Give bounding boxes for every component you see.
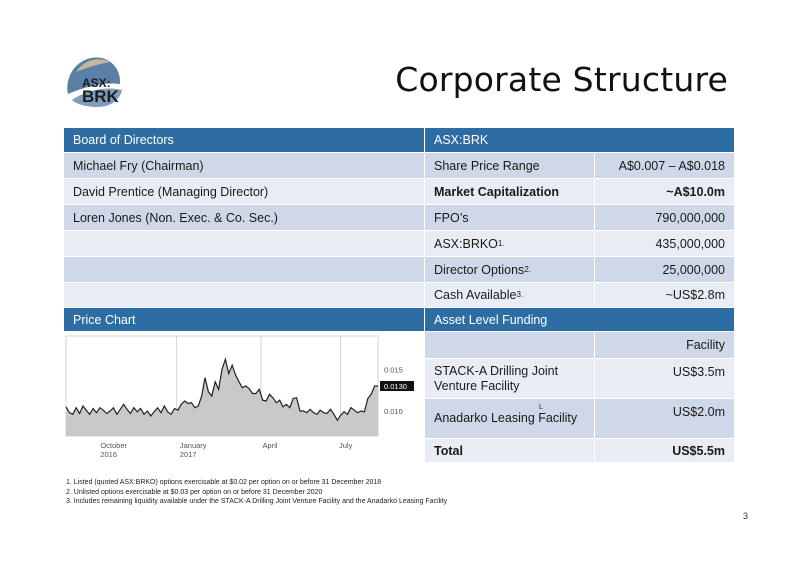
funding-row-label (425, 359, 595, 399)
x-tick-year: 2016 (100, 450, 118, 459)
asx-row-value: ~A$10.0m (595, 179, 735, 205)
y-tick-label: 0.010 (384, 407, 403, 416)
asx-label-text: Director Options (434, 262, 525, 277)
asx-label-text: ASX:BRKO (434, 236, 498, 251)
funding-row-label (425, 399, 595, 439)
x-tick-label: April (262, 441, 278, 450)
corporate-structure-table (64, 128, 735, 463)
asx-row-label (425, 179, 595, 205)
x-tick-label: January (179, 441, 207, 450)
price-chart (64, 332, 425, 463)
logo-line1: ASX: (82, 76, 111, 90)
asx-label-text: FPO’s (434, 210, 469, 225)
page-number: 3 (742, 511, 748, 521)
funding-total-value: US$5.5m (595, 439, 735, 463)
asx-row-value: 435,000,000 (595, 231, 735, 257)
current-price-label: 0.0130 (384, 382, 407, 391)
footnotes (66, 478, 447, 507)
x-tick-label: October (100, 441, 128, 450)
asx-label-text: Cash Available (434, 288, 517, 302)
board-member: Michael Fry (Chairman) (64, 153, 425, 179)
empty-cell (64, 231, 425, 257)
logo-wordmark (82, 76, 119, 106)
footnote: 1. Listed (quoted ASX:BRKO) options exercisable at $0.02 per option on or before 31 December 2018 (66, 479, 382, 486)
asx-header: ASX:BRK (425, 128, 735, 153)
price-chart-header: Price Chart (64, 308, 425, 332)
price-chart-svg (64, 332, 425, 463)
x-tick-label: July (339, 441, 353, 450)
funding-col-header: Facility (595, 332, 735, 359)
funding-label-text: Anadarko Leasing Facility (434, 411, 578, 425)
board-member: David Prentice (Managing Director) (64, 179, 425, 205)
board-header: Board of Directors (64, 128, 425, 153)
empty-cell (64, 257, 425, 283)
y-tick-label: 0.015 (384, 365, 403, 375)
footnote: 3. Includes remaining liquidity available under the STACK-A Drilling Joint Venture Facility and the Anadarko Leasing Facility (66, 498, 448, 505)
page-title: Corporate Structure (395, 60, 728, 99)
asx-row-label (425, 153, 595, 179)
funding-row-value: US$2.0m (595, 399, 735, 439)
footnote: 2. Unlisted options exercisable at $0.03 per option on or before 31 December 2020 (66, 488, 323, 496)
empty-cell (425, 332, 595, 359)
asx-row-value: ~US$2.8m (595, 283, 735, 308)
funding-header: Asset Level Funding (425, 308, 735, 332)
empty-cell (64, 283, 425, 308)
logo-line2: BRK (82, 87, 119, 106)
asx-row-value: 25,000,000 (595, 257, 735, 283)
asx-row-value: A$0.007 – A$0.018 (595, 153, 735, 179)
funding-label-text: STACK-A Drilling Joint Venture Facility (434, 363, 559, 393)
funding-total-label: Total (425, 439, 595, 463)
funding-row-value: US$3.5m (595, 359, 735, 399)
asx-row-label: Director Options 2. (425, 257, 595, 283)
board-member: Loren Jones (Non. Exec. & Co. Sec.) (64, 205, 425, 231)
asx-row-label: ASX:BRKO 1. (425, 231, 595, 257)
asx-row-value: 790,000,000 (595, 205, 735, 231)
asx-label-text: Market Capitalization (434, 184, 560, 199)
asx-row-label (425, 205, 595, 231)
asx-label-text: Share Price Range (434, 158, 540, 173)
asx-row-label: Cash Available 3. (425, 283, 595, 308)
x-tick-year: 2017 (179, 450, 197, 459)
